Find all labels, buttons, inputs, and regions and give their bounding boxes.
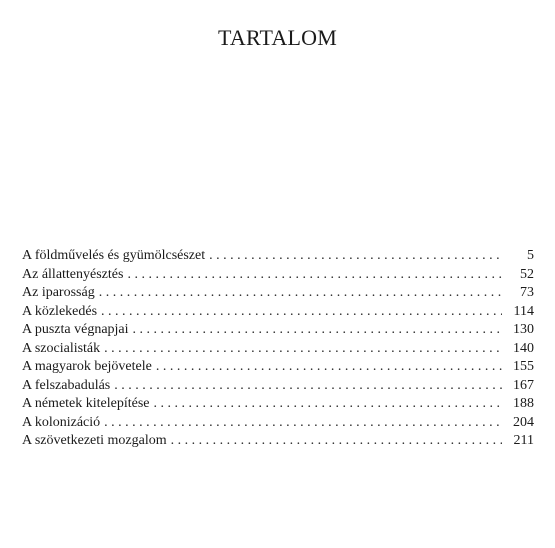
toc-entry-page: 155: [513, 359, 534, 374]
toc-entry-page: 188: [513, 396, 534, 411]
toc-entry-title: A szocialisták: [22, 340, 101, 356]
toc-dot-leader: [154, 395, 502, 414]
toc-entry-title: A felszabadulás: [22, 377, 111, 393]
toc-entry: [22, 395, 534, 414]
toc-entry: [22, 266, 534, 285]
toc-entry-page: 130: [513, 322, 534, 337]
toc-dot-leader: [104, 340, 502, 359]
toc-entry-page: 167: [513, 377, 534, 393]
toc-entry: [22, 358, 534, 377]
table-of-contents: [22, 247, 534, 451]
toc-entry-title: Az állattenyésztés: [22, 266, 124, 282]
toc-entry: [22, 432, 534, 451]
toc-entry: [22, 414, 534, 433]
toc-entry-title: A közlekedés: [22, 303, 98, 319]
toc-entry-title: A magyarok bejövetele: [22, 359, 152, 374]
toc-entry-title: A kolonizáció: [22, 414, 101, 430]
toc-entry: [22, 284, 534, 303]
toc-entry-page: 114: [513, 303, 534, 319]
toc-entry-title: A földművelés és gyümölcsészet: [22, 248, 206, 263]
toc-entry-page: 204: [513, 414, 534, 430]
toc-dot-leader: [104, 414, 502, 433]
toc-entry-title: A puszta végnapjai: [22, 322, 129, 337]
toc-entry-page: 211: [513, 433, 534, 448]
toc-entry: [22, 303, 534, 322]
toc-dot-leader: [133, 321, 502, 340]
toc-entry-page: 140: [513, 340, 534, 356]
toc-entry-title: Az iparosság: [22, 285, 95, 300]
toc-dot-leader: [209, 247, 502, 266]
toc-entry: [22, 340, 534, 359]
toc-entry: [22, 377, 534, 396]
toc-dot-leader: [156, 358, 502, 377]
toc-entry-page: 5: [527, 248, 534, 263]
toc-dot-leader: [99, 284, 502, 303]
toc-dot-leader: [171, 432, 502, 451]
toc-entry-title: A németek kitelepítése: [22, 396, 150, 411]
toc-entry-page: 52: [520, 266, 534, 282]
toc-entry: [22, 321, 534, 340]
page-title: TARTALOM: [218, 25, 337, 50]
toc-entry-page: 73: [520, 285, 534, 300]
toc-entry-title: A szövetkezeti mozgalom: [22, 433, 167, 448]
toc-dot-leader: [114, 377, 502, 396]
toc-entry: [22, 247, 534, 266]
toc-dot-leader: [127, 266, 502, 285]
toc-dot-leader: [101, 303, 502, 322]
